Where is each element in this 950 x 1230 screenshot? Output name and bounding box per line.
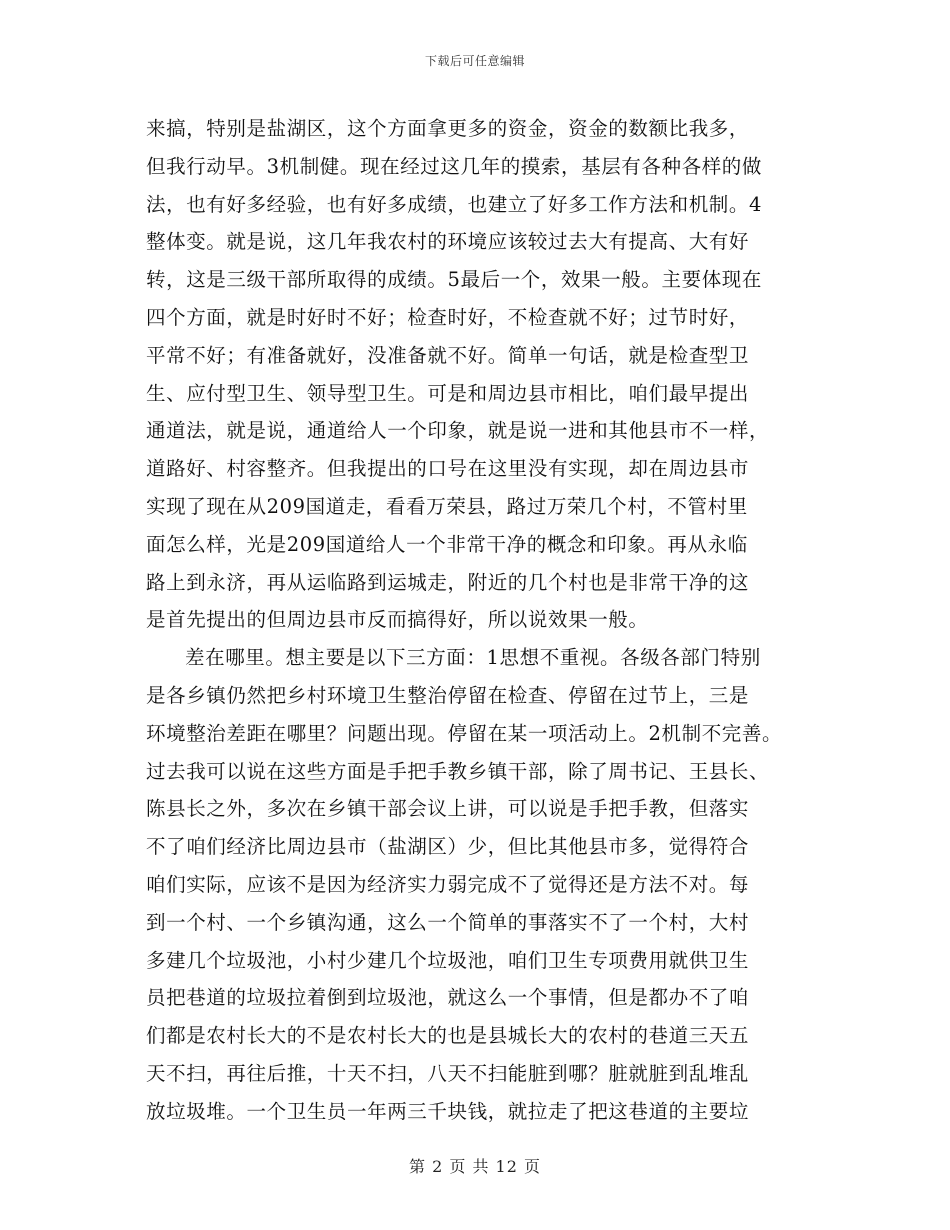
text-line: 员把巷道的垃圾拉着倒到垃圾池，就这么一个事情，但是都办不了咱 [146, 986, 750, 1010]
text-line: 到一个村、一个乡镇沟通，这么一个简单的事落实不了一个村，大村 [146, 910, 750, 934]
text-line: 转，这是三级干部所取得的成绩。5最后一个，效果一般。主要体现在 [146, 268, 763, 292]
text-line: 们都是农村长大的不是农村长大的也是县城长大的农村的巷道三天五 [146, 1024, 750, 1048]
text-line: 路上到永济，再从运临路到运城走，附近的几个村也是非常干净的这 [146, 570, 750, 594]
text-line: 放垃圾堆。一个卫生员一年两三千块钱，就拉走了把这巷道的主要垃 [146, 1099, 750, 1123]
paragraph-first-line: 差在哪里。想主要是以下三方面：1思想不重视。各级各部门特别 [185, 646, 761, 670]
document-body [146, 110, 816, 1131]
text-line: 面怎么样，光是209国道给人一个非常干净的概念和印象。再从永临 [146, 532, 748, 556]
text-line: 但我行动早。3机制健。现在经过这几年的摸索，基层有各种各样的做 [146, 154, 763, 178]
page-number-footer: 第 2 页 共 12 页 [409, 1157, 541, 1176]
text-line: 天不扫，再往后推，十天不扫，八天不扫能脏到哪？脏就脏到乱堆乱 [146, 1061, 750, 1085]
text-line: 法，也有好多经验，也有好多成绩，也建立了好多工作方法和机制。4 [146, 192, 763, 216]
text-line: 过去我可以说在这些方面是手把手教乡镇干部，除了周书记、王县长、 [146, 759, 770, 783]
text-line: 多建几个垃圾池，小村少建几个垃圾池，咱们卫生专项费用就供卫生 [146, 948, 750, 972]
text-line: 道路好、村容整齐。但我提出的口号在这里没有实现，却在周边县市 [146, 457, 750, 481]
page-header: 下载后可任意编辑 [424, 54, 525, 68]
text-line: 咱们实际，应该不是因为经济实力弱完成不了觉得还是方法不对。每 [146, 872, 750, 896]
text-line: 整体变。就是说，这几年我农村的环境应该较过去大有提高、大有好 [146, 230, 750, 254]
text-line: 是首先提出的但周边县市反而搞得好，所以说效果一般。 [146, 608, 649, 632]
text-line: 环境整治差距在哪里？问题出现。停留在某一项活动上。2机制不完善。 [146, 721, 783, 745]
text-line: 是各乡镇仍然把乡村环境卫生整治停留在检查、停留在过节上，三是 [146, 683, 750, 707]
text-line: 通道法，就是说，通道给人一个印象，就是说一进和其他县市不一样， [146, 419, 770, 443]
text-line: 陈县长之外，多次在乡镇干部会议上讲，可以说是手把手教，但落实 [146, 797, 750, 821]
text-line: 来搞，特别是盐湖区，这个方面拿更多的资金，资金的数额比我多， [146, 117, 750, 140]
text-line: 四个方面，就是时好时不好；检查时好，不检查就不好；过节时好， [146, 305, 750, 329]
text-line: 生、应付型卫生、领导型卫生。可是和周边县市相比，咱们最早提出 [146, 381, 750, 405]
text-line: 实现了现在从209国道走，看看万荣县，路过万荣几个村，不管村里 [146, 494, 748, 518]
text-line: 不了咱们经济比周边县市（盐湖区）少，但比其他县市多，觉得符合 [146, 835, 750, 859]
text-line: 平常不好；有准备就好，没准备就不好。简单一句话，就是检查型卫 [146, 343, 750, 367]
